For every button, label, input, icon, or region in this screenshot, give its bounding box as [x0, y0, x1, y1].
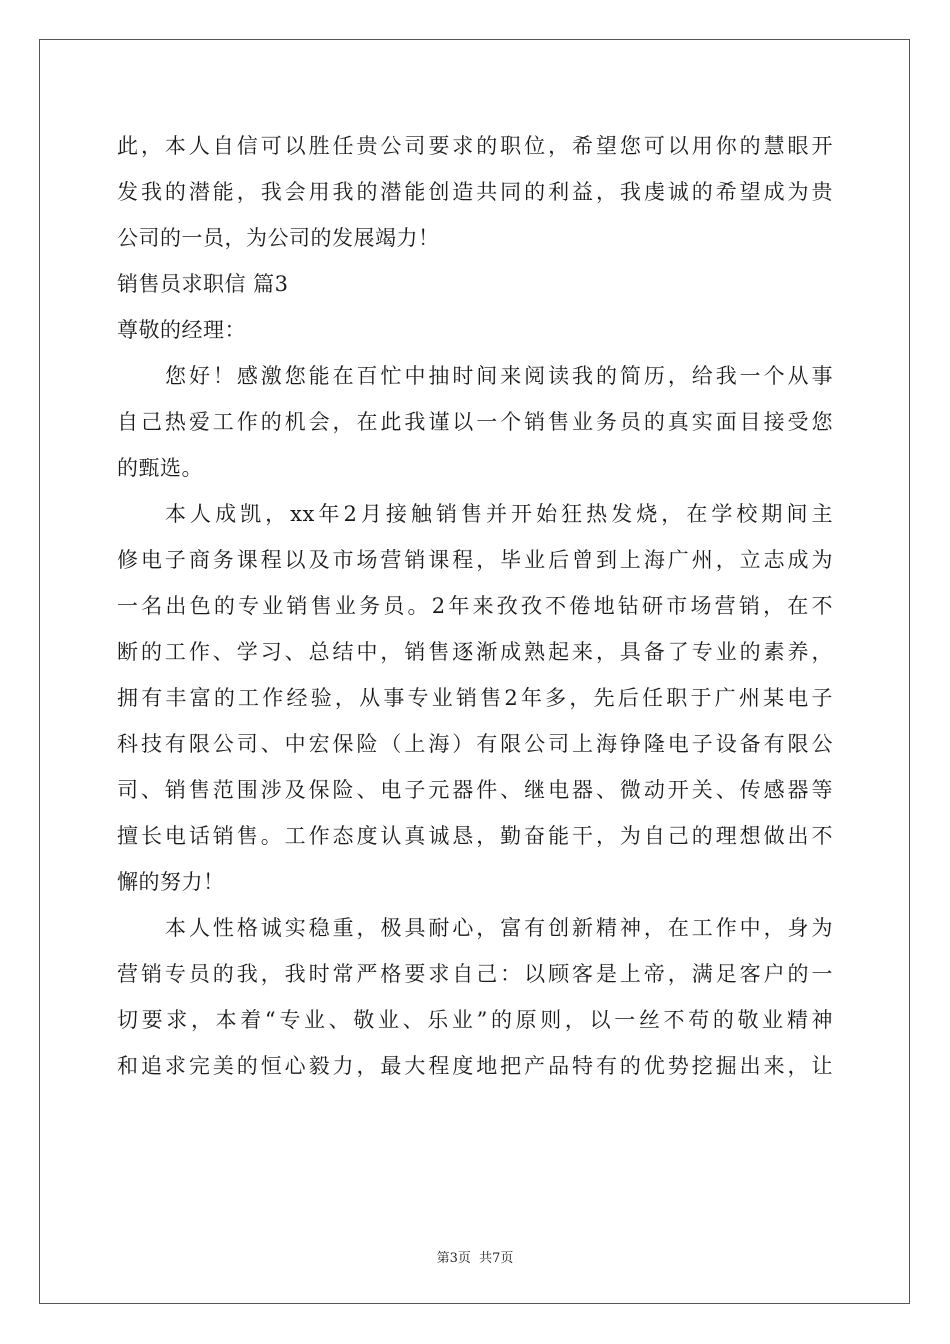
text-line: 擅长电话销售。工作态度认真诚恳，勤奋能干，为自己的理想做出不	[117, 824, 833, 848]
text-line: 和追求完美的恒心毅力，最大程度地把产品特有的优势挖掘出来，让	[117, 1054, 833, 1078]
text-line: 发我的潜能，我会用我的潜能创造共同的利益，我虔诚的希望成为贵	[117, 180, 833, 204]
page-total: 共7页	[479, 1251, 514, 1266]
text-line: 此，本人自信可以胜任贵公司要求的职位，希望您可以用你的慧眼开	[117, 134, 833, 158]
text-line: 的甄选。	[117, 456, 203, 480]
text-line: 本人性格诚实稳重，极具耐心，富有创新精神，在工作中，身为	[165, 916, 833, 940]
text-line: 修电子商务课程以及市场营销课程，毕业后曾到上海广州，立志成为	[117, 548, 833, 572]
text-line: 本人成凯，xx年2月接触销售并开始狂热发烧，在学校期间主	[165, 502, 833, 526]
text-line: 一名出色的专业销售业务员。2年来孜孜不倦地钻研市场营销，在不	[117, 594, 833, 618]
page-footer	[0, 1247, 950, 1266]
text-line: 您好！感激您能在百忙中抽时间来阅读我的简历，给我一个从事	[165, 364, 833, 388]
text-line: 懈的努力！	[117, 870, 225, 894]
text-line: 科技有限公司、中宏保险（上海）有限公司上海铮隆电子设备有限公	[117, 732, 833, 756]
text-line: 营销专员的我，我时常严格要求自己：以顾客是上帝，满足客户的一	[117, 962, 833, 986]
text-line: 切要求，本着“专业、敬业、乐业”的原则，以一丝不苟的敬业精神	[117, 1008, 833, 1032]
text-line: 尊敬的经理：	[117, 318, 246, 342]
text-line: 断的工作、学习、总结中，销售逐渐成熟起来，具备了专业的素养，	[117, 640, 833, 664]
text-line: 拥有丰富的工作经验，从事专业销售2年多，先后任职于广州某电子	[117, 686, 833, 710]
text-line: 自己热爱工作的机会，在此我谨以一个销售业务员的真实面目接受您	[117, 410, 833, 434]
text-line: 司、销售范围涉及保险、电子元器件、继电器、微动开关、传感器等	[117, 778, 833, 802]
text-line: 公司的一员，为公司的发展竭力！	[117, 226, 440, 250]
document-body	[117, 123, 833, 1089]
section-heading: 销售员求职信 篇3	[117, 272, 289, 296]
page-number: 第3页	[436, 1251, 471, 1266]
